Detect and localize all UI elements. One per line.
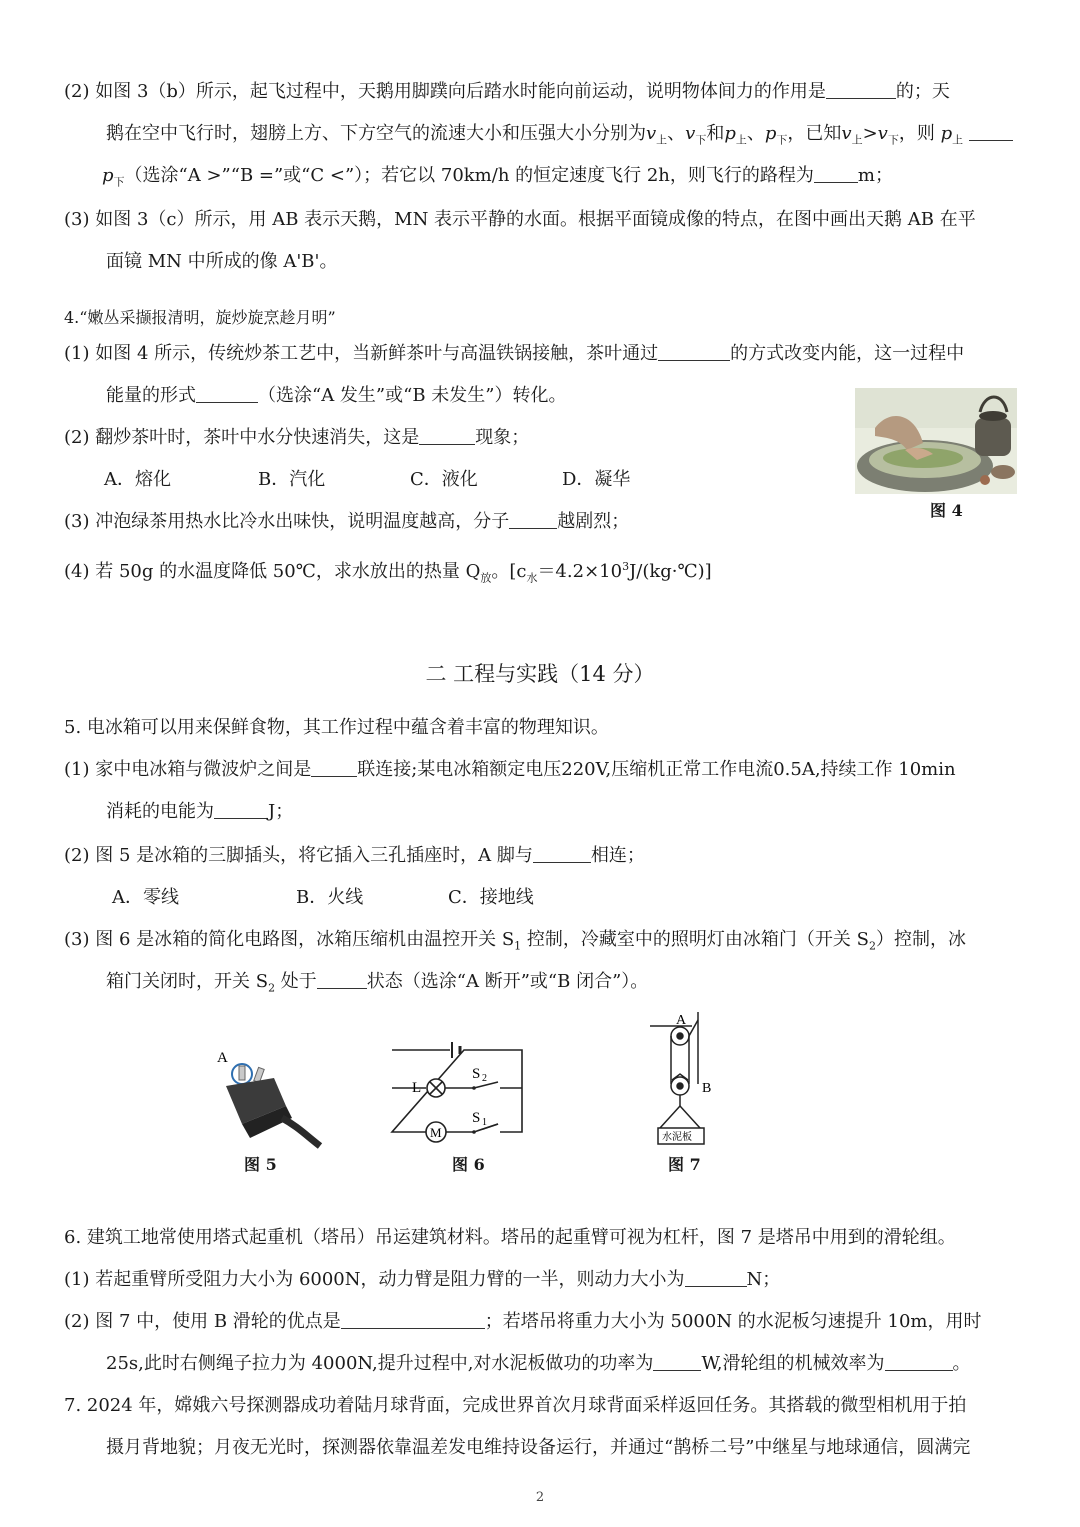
cement-board-label: 水泥板 [662, 1132, 692, 1143]
q6-p1 [64, 1268, 780, 1292]
text: 越剧烈； [557, 511, 630, 532]
q4-title: 4.“嫩丛采撷报清明，旋炒旋烹趁月明” [64, 308, 336, 327]
q5-p3-line2 [106, 970, 648, 994]
q6-p2-line2 [106, 1352, 971, 1376]
answer-blank[interactable] [317, 970, 367, 989]
var-v: v [841, 123, 852, 144]
text: W,滑轮组的机械效率为 [701, 1353, 885, 1374]
var-p: p [764, 123, 777, 144]
figure5-caption: 图 5 [244, 1155, 277, 1174]
var-p: p [940, 123, 953, 144]
answer-blank[interactable] [826, 80, 896, 99]
text: ＝4.2×10 [537, 561, 623, 582]
q6-title: 6. 建筑工地常使用塔式起重机（塔吊）吊运建筑材料。塔吊的起重臂可视为杠杆，图 7 是塔吊中用到的滑轮组。 [64, 1227, 956, 1248]
text: 箱门关闭时，开关 S [106, 971, 269, 992]
q4-option-d: D．凝华 [562, 469, 631, 490]
sub: 下 [776, 133, 788, 147]
q5-option-a: A．零线 [112, 887, 179, 908]
text: ，已知 [787, 123, 842, 144]
sub: 1 [514, 939, 522, 953]
text: 的；天 [895, 81, 950, 102]
text: 状态（选涂“A 断开”或“B 闭合”）。 [366, 971, 649, 992]
text: (2) 如图 3（b）所示，起飞过程中，天鹅用脚蹼向后踏水时能向前运动，说明物体间力的作用是 [64, 81, 826, 102]
q5-option-c: C．接地线 [448, 887, 534, 908]
q5-p2 [64, 844, 645, 868]
pulley-figure [646, 1010, 726, 1150]
text: ）控制，冰 [875, 929, 966, 950]
answer-blank[interactable] [214, 800, 268, 819]
text: (2) 图 5 是冰箱的三脚插头，将它插入三孔插座时，A 脚与 [64, 845, 533, 866]
q7-line1: 7. 2024 年，嫦娥六号探测器成功着陆月球背面，完成世界首次月球背面采样返回任务。其搭载的微型相机用于拍 [64, 1395, 967, 1416]
figure6-caption: 图 6 [452, 1155, 485, 1174]
sub: 下 [113, 175, 125, 189]
q5-title: 5. 电冰箱可以用来保鲜食物，其工作过程中蕴含着丰富的物理知识。 [64, 717, 609, 738]
answer-blank[interactable] [653, 1352, 701, 1371]
q4-p4 [64, 560, 712, 584]
q4-option-b: B．汽化 [258, 469, 326, 490]
text: 消耗的电能为 [106, 801, 214, 822]
answer-blank[interactable] [658, 342, 730, 361]
answer-blank[interactable] [509, 510, 557, 529]
text: 能量的形式 [106, 385, 196, 406]
answer-blank[interactable] [885, 1352, 953, 1371]
sub: 上 [735, 133, 747, 147]
text: 联连接;某电冰箱额定电压220V,压缩机正常工作电流0.5A,持续工作 10min [357, 759, 956, 780]
text: 控制，冷藏室中的照明灯由冰箱门（开关 S [521, 929, 869, 950]
text: (2) 翻炒茶叶时，茶叶中水分快速消失，这是 [64, 427, 420, 448]
q3-p2-line1 [64, 80, 950, 104]
sup: 3 [622, 560, 630, 573]
answer-blank[interactable] [419, 426, 475, 445]
answer-blank[interactable] [196, 384, 258, 403]
q4-p2 [64, 426, 529, 450]
answer-blank[interactable] [311, 758, 357, 777]
var-v: v [685, 123, 696, 144]
answer-blank[interactable] [533, 844, 591, 863]
text: 。[c [491, 561, 527, 582]
answer-blank[interactable] [341, 1310, 485, 1329]
text: 的方式改变内能，这一过程中 [730, 343, 965, 364]
pulley-b-label: B [702, 1081, 712, 1096]
answer-blank[interactable] [814, 164, 858, 183]
sub: 上 [952, 133, 964, 147]
page-number: 2 [535, 1490, 545, 1505]
switch-s2-sub: 2 [482, 1073, 487, 1084]
text: (1) 家中电冰箱与微波炉之间是 [64, 759, 312, 780]
var-v: v [877, 123, 888, 144]
plug-pin-label: A [217, 1050, 228, 1066]
text: ，则 [898, 123, 935, 144]
sub: 上 [851, 133, 863, 147]
figure7-caption: 图 7 [668, 1155, 701, 1174]
q4-p1-line1 [64, 342, 964, 366]
text: m； [857, 165, 893, 186]
text: 。 [952, 1353, 971, 1374]
sub: 上 [656, 133, 668, 147]
q3-p2-line2: 鹅在空中飞行时，翅膀上方、下方空气的流速大小和压强大小分别为$v_上$、$v_下$和$p_上$、$p_下$，已知$v_上>v_下$，则 $p_上$ [106, 122, 1013, 146]
text: 鹅在空中飞行时，翅膀上方、下方空气的流速大小和压强大小分别为 [106, 123, 646, 144]
text: (3) 冲泡绿茶用热水比冷水出味快，说明温度越高，分子 [64, 511, 510, 532]
var-p: p [102, 165, 114, 186]
q3-p3-line2: 面镜 MN 中所成的像 A'B'。 [106, 251, 338, 272]
text: 相连； [590, 845, 645, 866]
sub: 2 [868, 939, 876, 953]
q3-p3-line1: (3) 如图 3（c）所示，用 AB 表示天鹅，MN 表示平静的水面。根据平面镜成像的特点，在图中画出天鹅 AB 在平 [64, 209, 976, 230]
sub: 水 [526, 571, 538, 585]
text: 和 [706, 123, 725, 144]
sub: 下 [695, 133, 707, 147]
text: (2) 图 7 中，使用 B 滑轮的优点是 [64, 1311, 341, 1332]
switch-s1-label: S [472, 1110, 481, 1126]
q4-option-c: C．液化 [410, 469, 478, 490]
q4-p1-line2 [106, 384, 566, 408]
var-v: v [646, 123, 657, 144]
q3-p2-line3 [102, 164, 893, 188]
q6-p2-line1 [64, 1310, 982, 1334]
switch-s1-sub: 1 [482, 1117, 487, 1128]
text: J/(kg·℃)] [629, 561, 712, 582]
text: (3) 图 6 是冰箱的简化电路图，冰箱压缩机由温控开关 S [64, 929, 515, 950]
text: (4) 若 50g 的水温度降低 50℃，求水放出的热量 Q [64, 561, 481, 582]
q7-line2: 摄月背地貌；月夜无光时，探测器依靠温差发电维持设备运行，并通过“鹊桥二号”中继星与地球通信，圆满完 [106, 1437, 971, 1458]
text: J； [268, 801, 294, 822]
lamp-label: L [412, 1080, 422, 1096]
figure4-caption: 图 4 [930, 501, 963, 520]
section-title: 二 工程与实践（14 分） [425, 662, 655, 686]
q5-p1-line1 [64, 758, 956, 782]
text: N； [746, 1269, 781, 1290]
text: ；若塔吊将重力大小为 5000N 的水泥板匀速提升 10m，用时 [484, 1311, 982, 1332]
q4-p3 [64, 510, 629, 534]
sub: 放 [480, 571, 492, 585]
motor-label: M [430, 1125, 442, 1140]
text: （选涂“A >”“B =”或“C <”）；若它以 70km/h 的恒定速度飞行 2h，则飞行的路程为 [124, 165, 814, 186]
switch-s2-label: S [472, 1066, 481, 1082]
text: 处于 [275, 971, 317, 992]
plug-figure [212, 1046, 324, 1152]
q4-option-a: A．熔化 [104, 469, 171, 490]
text: 25s,此时右侧绳子拉力为 4000N,提升过程中,对水泥板做功的功率为 [106, 1353, 654, 1374]
pulley-a-label: A [676, 1013, 687, 1028]
circuit-diagram [388, 1036, 528, 1148]
text: 现象； [475, 427, 530, 448]
text: (1) 若起重臂所受阻力大小为 6000N，动力臂是阻力臂的一半，则动力大小为 [64, 1269, 685, 1290]
sub: 2 [268, 981, 276, 995]
q5-p3-line1 [64, 928, 966, 952]
sub: 下 [887, 133, 899, 147]
tea-roasting-figure [855, 388, 1017, 494]
var-p: p [724, 123, 736, 144]
text: (1) 如图 4 所示，传统炒茶工艺中，当新鲜茶叶与高温铁锅接触，茶叶通过 [64, 343, 659, 364]
text: （选涂“A 发生”或“B 未发生”）转化。 [258, 385, 567, 406]
q5-option-b: B．火线 [296, 887, 364, 908]
answer-blank[interactable] [969, 122, 1013, 141]
answer-blank[interactable] [685, 1268, 747, 1287]
text: > [862, 123, 878, 144]
q5-p1-line2 [106, 800, 293, 824]
